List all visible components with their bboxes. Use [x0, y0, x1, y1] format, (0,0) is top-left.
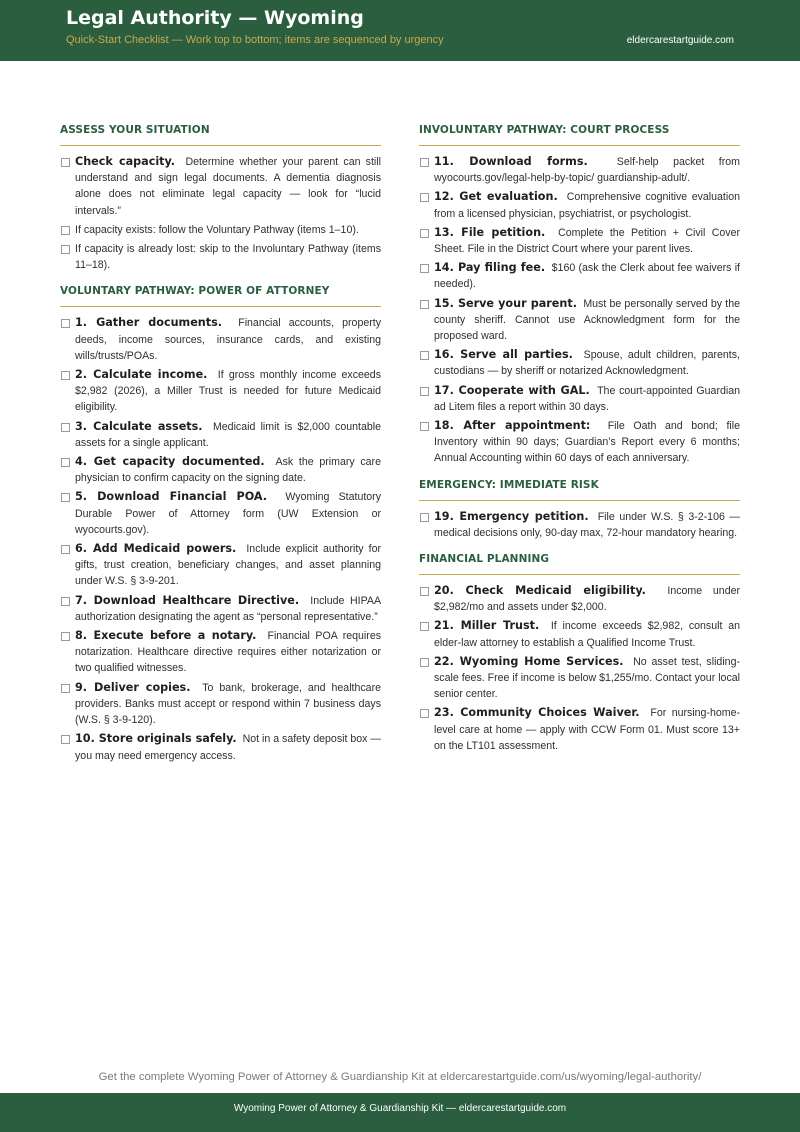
footer-note: Get the complete Wyoming Power of Attorney & Guardianship Kit at eldercarestartguide.com/us/wyoming/legal-authority/: [98, 1071, 702, 1083]
checklist-item: [60, 680, 381, 729]
section-involuntary-pathway-court-process: [419, 124, 740, 467]
checkbox[interactable]: [61, 423, 70, 432]
item-text: Self-help packet from wyocourts.gov/legal-help-by-topic/ guardianship-adult/.: [434, 156, 740, 185]
checklist-item: [419, 225, 740, 257]
checklist-item: [419, 296, 740, 345]
item-lead: 13. File petition.: [434, 225, 546, 239]
checklist-item: [60, 731, 381, 763]
checklist-item: [419, 189, 740, 221]
section-title: FINANCIAL PLANNING: [419, 553, 740, 575]
item-lead: 7. Download Healthcare Directive.: [75, 593, 300, 607]
item-lead: 23. Community Choices Waiver.: [434, 706, 640, 720]
checklist-item: [60, 367, 381, 416]
item-lead: 9. Deliver copies.: [75, 680, 191, 694]
item-text: No asset test, sliding-scale fees. Free if income is below $1,255/mo. Contact your local senior center.: [434, 655, 740, 701]
checklist-item: [60, 419, 381, 451]
checkbox[interactable]: [61, 632, 70, 641]
checklist-item: [60, 489, 381, 538]
checkbox[interactable]: [61, 371, 70, 380]
item-text: If capacity exists: follow the Voluntary Pathway (items 1–10).: [75, 223, 359, 236]
page-subtitle: Quick-Start Checklist — Work top to bottom; items are sequenced by urgency: [66, 34, 444, 46]
footer-bar-text: Wyoming Power of Attorney & Guardianship Kit — eldercarestartguide.com: [233, 1103, 567, 1114]
item-text: Medicaid limit is $2,000 countable assets for a single applicant.: [75, 420, 381, 449]
checkbox[interactable]: [420, 587, 429, 596]
checkbox[interactable]: [420, 658, 429, 667]
checkbox[interactable]: [420, 709, 429, 718]
checklist-item: [60, 593, 381, 625]
checkbox[interactable]: [420, 264, 429, 273]
item-text: Comprehensive cognitive evaluation from a licensed physician, psychiatrist, or psychologist.: [434, 191, 740, 220]
checkbox[interactable]: [61, 226, 70, 235]
item-lead: 3. Calculate assets.: [75, 419, 203, 433]
item-text: Must be personally served by the county sheriff. Cannot use Acknowledgment form for the proposed ward.: [434, 297, 740, 343]
checkbox[interactable]: [420, 422, 429, 431]
item-lead: 19. Emergency petition.: [434, 509, 589, 523]
checkbox[interactable]: [61, 158, 70, 167]
checklist-item: [419, 418, 740, 467]
checkbox[interactable]: [420, 300, 429, 309]
checkbox[interactable]: [420, 513, 429, 522]
checkbox[interactable]: [61, 493, 70, 502]
item-text: Financial POA requires notarization. Healthcare directive requires either notarization or two qualified witnesses.: [75, 630, 382, 675]
header-site-link[interactable]: eldercarestartguide.com: [626, 35, 734, 46]
item-text: Income under $2,982/mo and assets under $2,000.: [434, 585, 741, 614]
item-text: Financial accounts, property deeds, income sources, insurance cards, and existing wills/trusts/POAs.: [75, 317, 381, 362]
footer-bar: [0, 1093, 800, 1132]
checklist-item: [60, 315, 381, 364]
item-lead: 2. Calculate income.: [75, 368, 208, 382]
checklist-item: [419, 583, 740, 615]
section-assess-your-situation: [60, 124, 381, 273]
checkbox[interactable]: [420, 229, 429, 238]
checklist-item: [419, 618, 740, 650]
checkbox[interactable]: [61, 458, 70, 467]
item-lead: 4. Get capacity documented.: [75, 455, 265, 469]
item-text: Spouse, adult children, parents, custodians — by sheriff or notarized Acknowledgment.: [434, 349, 740, 378]
checkbox[interactable]: [61, 319, 70, 328]
right-column: [419, 124, 740, 766]
item-lead: 14. Pay filing fee.: [434, 261, 546, 275]
item-text: $160 (ask the Clerk about fee waivers if needed).: [434, 262, 740, 291]
item-text: Include HIPAA authorization designating the agent as “personal representative.”: [75, 594, 382, 623]
item-lead: 11. Download forms.: [434, 155, 588, 168]
section-title: INVOLUNTARY PATHWAY: COURT PROCESS: [419, 124, 740, 146]
checklist-item: [419, 509, 740, 541]
checkbox[interactable]: [420, 622, 429, 631]
checkbox[interactable]: [61, 735, 70, 744]
item-text: File Oath and bond; file Inventory within 90 days; Guardian’s Report every 6 months; Annual Accounting within 60 days of each anniversary.: [434, 420, 740, 465]
item-text: Complete the Petition + Civil Cover Sheet. File in the District Court where your parent lives.: [434, 226, 740, 256]
item-text: Determine whether your parent can still understand and sign legal documents. A dementia diagnosis alone does not eliminate legal capacity — look for “lucid intervals.”: [75, 156, 381, 217]
item-text: File under W.S. § 3-2-106 — medical decisions only, 90-day max, 72-hour mandatory hearing.: [434, 510, 741, 539]
item-lead: 6. Add Medicaid powers.: [75, 542, 237, 556]
checklist-item: [419, 154, 740, 186]
item-lead: 17. Cooperate with GAL.: [434, 383, 590, 397]
item-text: To bank, brokerage, and healthcare providers. Banks must accept or respond within 7 business days (W.S. § 3-9-120).: [75, 681, 381, 727]
section-title: ASSESS YOUR SITUATION: [60, 124, 381, 146]
item-text: For nursing-home-level care at home — apply with CCW Form 01. Must score 13+ on the LT101 assessment.: [434, 707, 740, 752]
section-title: EMERGENCY: IMMEDIATE RISK: [419, 479, 740, 501]
checklist-item: [60, 222, 381, 238]
item-text: If gross monthly income exceeds $2,982 (2026), a Miller Trust is needed for future Medicaid eligibility.: [75, 369, 381, 414]
item-text: Not in a safety deposit box — you may need emergency access.: [75, 733, 382, 762]
checkbox[interactable]: [61, 245, 70, 254]
checkbox[interactable]: [420, 193, 429, 202]
checklist-item: [419, 383, 740, 415]
checklist-item: [60, 628, 381, 677]
item-lead: 12. Get evaluation.: [434, 190, 558, 204]
item-lead: 10. Store originals safely.: [75, 732, 237, 746]
checklist-item: [60, 454, 381, 486]
checklist-item: [419, 705, 740, 754]
item-text: If income exceeds $2,982, consult an elder-law attorney to establish a Qualified Income Trust.: [434, 620, 740, 649]
checkbox[interactable]: [420, 387, 429, 396]
checklist-item: [60, 241, 381, 273]
checklist-item: [60, 154, 381, 219]
item-lead: 22. Wyoming Home Services.: [434, 654, 624, 668]
item-lead: 20. Check Medicaid eligibility.: [434, 584, 646, 598]
checkbox[interactable]: [61, 545, 70, 554]
checklist-item: [419, 260, 740, 292]
checkbox[interactable]: [61, 684, 70, 693]
item-lead: 15. Serve your parent.: [434, 296, 577, 310]
page-header: [0, 0, 800, 61]
item-text: Wyoming Statutory Durable Power of Attorney form (UW Extension or wyocourts.gov).: [75, 491, 382, 536]
checkbox[interactable]: [420, 351, 429, 360]
item-text: Ask the primary care physician to confirm capacity on the signing date.: [75, 456, 381, 485]
item-text: The court-appointed Guardian ad Litem files a report within 30 days.: [434, 384, 741, 413]
section-voluntary-pathway-power-of-attorney: [60, 285, 381, 763]
section-emergency-immediate-risk: [419, 479, 740, 541]
item-text: If capacity is already lost: skip to the Involuntary Pathway (items 11–18).: [75, 243, 381, 272]
item-lead: 16. Serve all parties.: [434, 348, 573, 362]
section-financial-planning: [419, 553, 740, 754]
item-text: Include explicit authority for gifts, trust creation, beneficiary changes, and asset planning under W.S. § 3-9-201.: [75, 543, 381, 588]
checkbox[interactable]: [420, 158, 429, 167]
item-lead: 1. Gather documents.: [75, 316, 223, 330]
checklist-item: [60, 541, 381, 590]
item-lead: 18. After appointment:: [434, 419, 591, 433]
item-lead: Check capacity.: [75, 155, 176, 168]
item-lead: 21. Miller Trust.: [434, 619, 540, 633]
left-column: [60, 124, 381, 776]
item-lead: 5. Download Financial POA.: [75, 490, 268, 504]
checkbox[interactable]: [61, 597, 70, 606]
section-title: VOLUNTARY PATHWAY: POWER OF ATTORNEY: [60, 285, 381, 307]
item-lead: 8. Execute before a notary.: [75, 629, 257, 643]
checklist-item: [419, 347, 740, 379]
checklist-item: [419, 654, 740, 703]
page-title: Legal Authority — Wyoming: [66, 7, 364, 29]
